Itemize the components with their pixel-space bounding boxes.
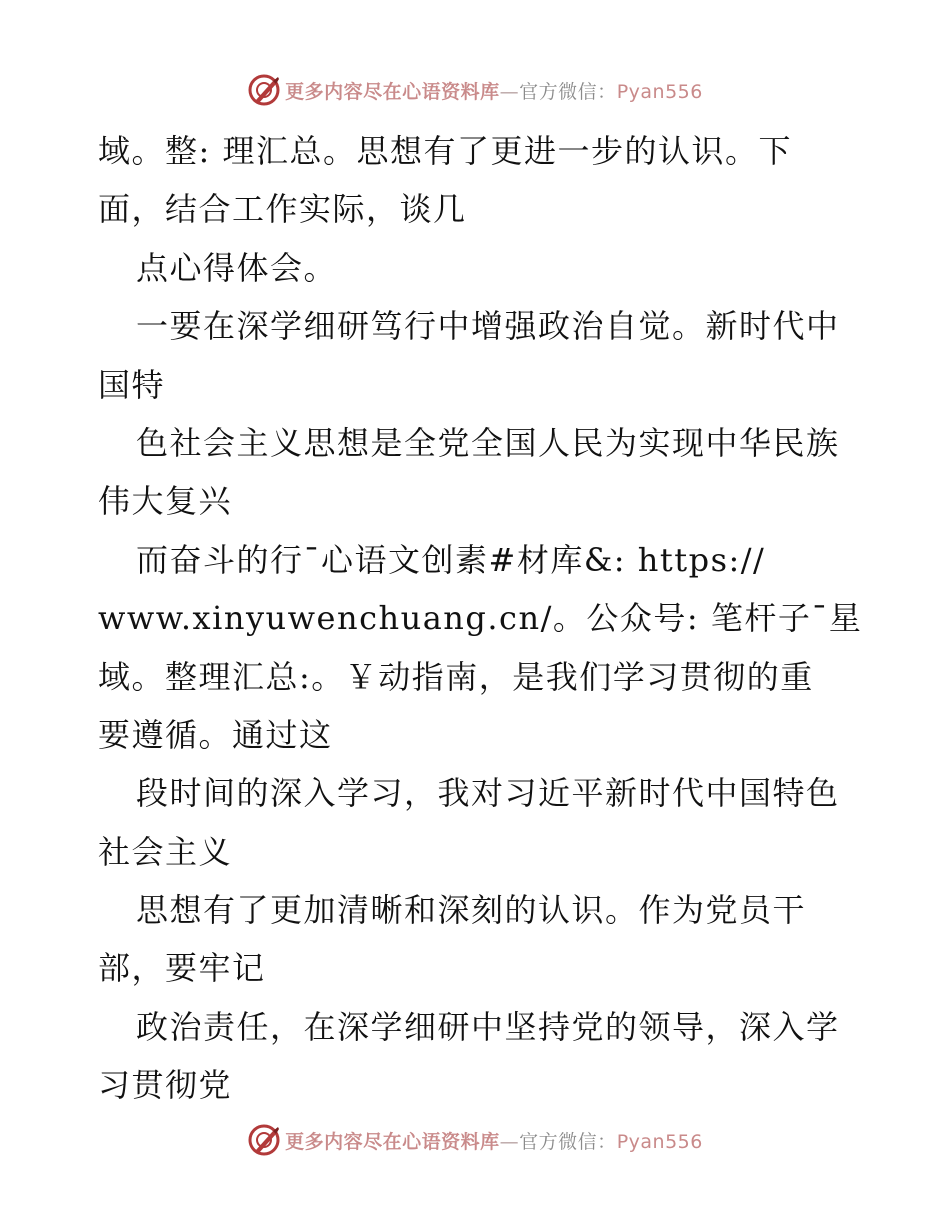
body-line: 伟大复兴 bbox=[98, 482, 233, 521]
header-official-label: 官方微信： bbox=[519, 80, 617, 103]
body-line: 一要在深学细研笃行中增强政治自觉。新时代中 bbox=[136, 307, 840, 346]
body-line: 要遵循。通过这 bbox=[98, 715, 333, 754]
body-line: 部，要牢记 bbox=[98, 949, 266, 988]
footer-banner-text bbox=[285, 1127, 703, 1154]
body-line: 国特 bbox=[98, 365, 166, 404]
footer-official-label: 官方微信： bbox=[519, 1130, 617, 1153]
footer-brand: 更多内容尽在心语资料库 bbox=[285, 1130, 500, 1153]
body-line: 域。整理汇总:。￥动指南，是我们学习贯彻的重 bbox=[98, 657, 814, 696]
body-line: 面，结合工作实际，谈几 bbox=[98, 190, 467, 229]
pen-in-circle-icon bbox=[247, 1123, 281, 1157]
body-line: 社会主义 bbox=[98, 832, 233, 871]
body-line: 色社会主义思想是全党全国人民为实现中华民族 bbox=[136, 423, 840, 462]
header-separator: — bbox=[499, 80, 520, 103]
body-line: 政治责任，在深学细研中坚持党的领导，深入学 bbox=[136, 1007, 840, 1046]
body-line: www.xinyuwenchuang.cn/。公众号: 笔杆子¯星 bbox=[98, 599, 863, 638]
body-line: 习贯彻党 bbox=[98, 1066, 233, 1105]
body-line: 域。整: 理汇总。思想有了更进一步的认识。下 bbox=[98, 132, 792, 170]
header-banner-text bbox=[285, 77, 703, 104]
footer-separator: — bbox=[499, 1130, 520, 1153]
header-banner bbox=[0, 70, 950, 110]
body-line: 点心得体会。 bbox=[136, 248, 338, 287]
body-line: 段时间的深入学习，我对习近平新时代中国特色 bbox=[136, 774, 840, 813]
document-body bbox=[98, 122, 878, 1115]
body-line: 思想有了更加清晰和深刻的认识。作为党员干 bbox=[136, 891, 807, 930]
pen-in-circle-icon bbox=[247, 73, 281, 107]
header-handle: Pyan556 bbox=[616, 80, 703, 103]
header-brand: 更多内容尽在心语资料库 bbox=[285, 80, 500, 103]
footer-handle: Pyan556 bbox=[616, 1130, 703, 1153]
body-line: 而奋斗的行¯心语文创素#材库&: https:// bbox=[136, 540, 766, 579]
footer-banner bbox=[0, 1120, 950, 1160]
